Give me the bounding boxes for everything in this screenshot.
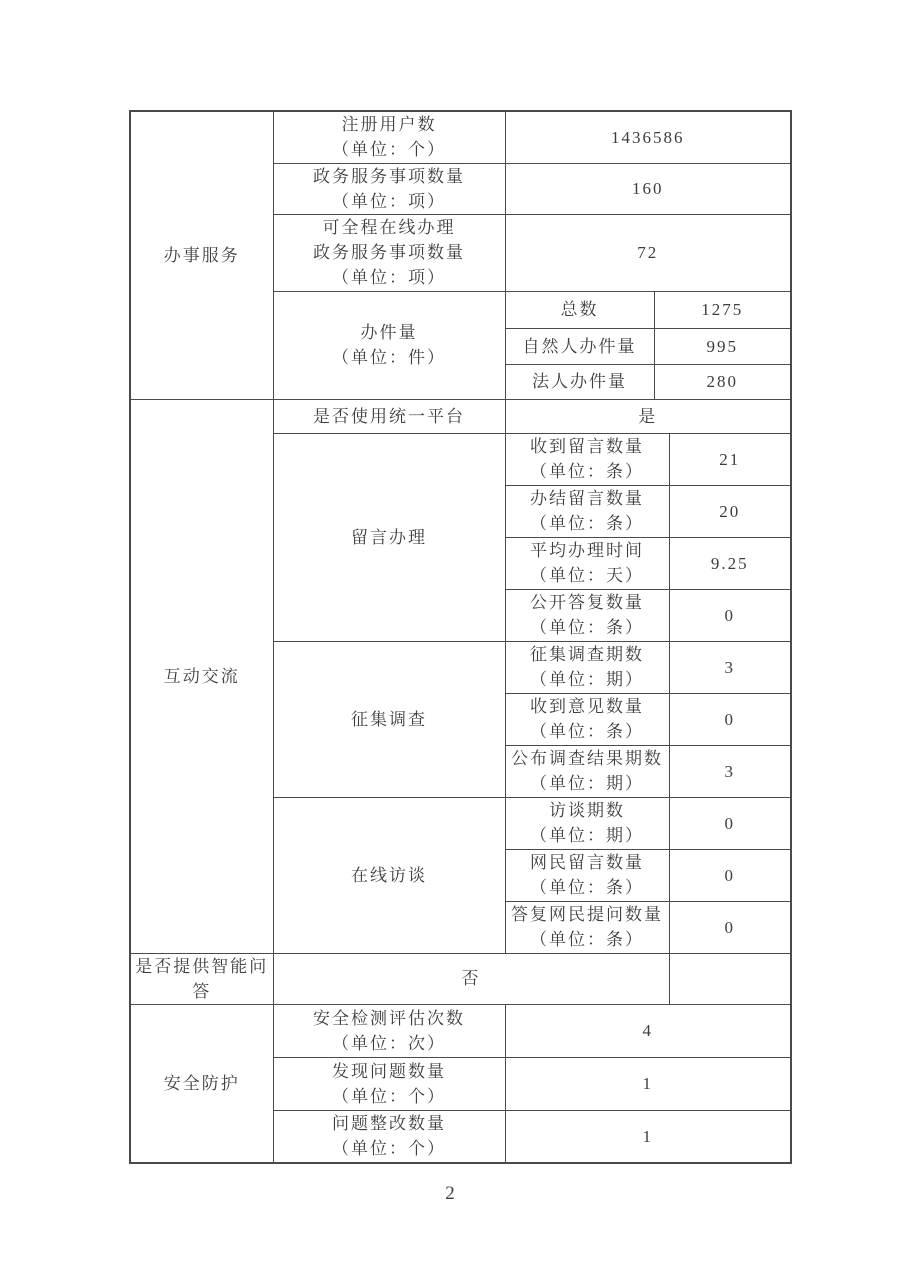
section-label: 办事服务 (163, 245, 240, 265)
item-label-cell (273, 1004, 505, 1057)
sub-item-unit: （单位：期） (530, 826, 644, 845)
table-row (130, 1004, 791, 1057)
table-row (130, 111, 791, 163)
section-label: 安全防护 (163, 1073, 240, 1093)
item-unit: （单位：个） (332, 1086, 446, 1106)
sub-item-label: 征集调查期数 (530, 645, 644, 664)
value-cell: 72 (505, 214, 791, 291)
sub-item-label-cell: 自然人办件量 (505, 328, 654, 364)
sub-item-label: 答复网民提问数量 (511, 905, 663, 924)
section-cell-interaction (130, 399, 273, 953)
item-label: 政务服务事项数量 (313, 243, 465, 262)
table-row (130, 953, 791, 1004)
item-label-cell (273, 163, 505, 214)
value-cell: 4 (505, 1004, 791, 1057)
sub-item-unit: （单位：期） (530, 774, 644, 793)
table-row (130, 399, 791, 433)
sub-item-label-cell (505, 485, 669, 537)
section-cell-security (130, 1004, 273, 1163)
item-label: 安全检测评估次数 (313, 1008, 465, 1028)
item-label-cell (273, 291, 505, 399)
sub-item-unit: （单位：期） (530, 670, 644, 689)
value-cell: 1275 (654, 291, 791, 328)
sub-item-label: 网民留言数量 (530, 853, 644, 872)
item-unit: （单位：项） (332, 191, 446, 211)
value-cell: 1 (505, 1057, 791, 1110)
value-cell: 20 (669, 485, 791, 537)
item-label-cell (273, 111, 505, 163)
value-cell: 0 (669, 589, 791, 641)
item-unit: （单位：个） (332, 140, 446, 160)
sub-item-label-cell (505, 589, 669, 641)
value-cell: 9.25 (669, 537, 791, 589)
sub-item-label-cell (505, 745, 669, 797)
item-label: 政务服务事项数量 (313, 166, 465, 186)
sub-item-label: 收到意见数量 (530, 697, 644, 716)
sub-item-label-cell (505, 849, 669, 901)
value-cell: 1436586 (505, 111, 791, 163)
page-number: 2 (445, 1183, 455, 1204)
item-label-cell: 留言办理 (273, 433, 505, 641)
sub-item-label: 公布调查结果期数 (511, 749, 663, 768)
item-unit: （单位：项） (332, 268, 446, 287)
item-label-cell: 在线访谈 (273, 797, 505, 953)
sub-item-label: 公开答复数量 (530, 593, 644, 612)
sub-item-unit: （单位：条） (530, 618, 644, 637)
value-cell: 否 (273, 953, 669, 1004)
sub-item-unit: （单位：条） (530, 722, 644, 741)
sub-item-label-cell: 法人办件量 (505, 364, 654, 399)
sub-item-unit: （单位：条） (530, 878, 644, 897)
item-label: 问题整改数量 (332, 1114, 446, 1134)
item-unit: （单位：件） (332, 348, 446, 367)
item-label: 办件量 (360, 323, 418, 342)
value-cell: 160 (505, 163, 791, 214)
value-cell: 0 (669, 693, 791, 745)
sub-item-label: 平均办理时间 (530, 541, 644, 560)
value-cell: 3 (669, 641, 791, 693)
sub-item-unit: （单位：条） (530, 930, 644, 949)
item-label-cell (273, 214, 505, 291)
value-cell: 995 (654, 328, 791, 364)
sub-item-unit: （单位：天） (530, 566, 644, 585)
sub-item-label-cell (505, 537, 669, 589)
value-cell: 0 (669, 901, 791, 953)
sub-item-label: 访谈期数 (549, 801, 625, 820)
value-cell: 0 (669, 797, 791, 849)
value-cell: 1 (505, 1110, 791, 1163)
sub-item-label-cell: 总数 (505, 291, 654, 328)
sub-item-label-cell (505, 433, 669, 485)
item-label: 注册用户数 (341, 115, 437, 135)
item-label-cell: 是否提供智能问答 (130, 953, 273, 1004)
item-label-cell (273, 1057, 505, 1110)
item-label: 可全程在线办理 (322, 218, 456, 237)
item-label-cell (273, 1110, 505, 1163)
sub-item-label-cell (505, 797, 669, 849)
value-cell: 是 (505, 399, 791, 433)
sub-item-label: 收到留言数量 (530, 437, 644, 456)
value-cell: 280 (654, 364, 791, 399)
item-label: 发现问题数量 (332, 1061, 446, 1081)
item-unit: （单位：个） (332, 1139, 446, 1159)
sub-item-label-cell (505, 901, 669, 953)
value-cell: 3 (669, 745, 791, 797)
annual-report-table (129, 110, 792, 1164)
sub-item-label-cell (505, 641, 669, 693)
sub-item-unit: （单位：条） (530, 462, 644, 481)
sub-item-label: 办结留言数量 (530, 489, 644, 508)
sub-item-unit: （单位：条） (530, 514, 644, 533)
section-label: 互动交流 (163, 666, 240, 686)
section-cell-service (130, 111, 273, 399)
sub-item-label-cell (505, 693, 669, 745)
item-label-cell: 征集调查 (273, 641, 505, 797)
value-cell: 21 (669, 433, 791, 485)
value-cell: 0 (669, 849, 791, 901)
item-unit: （单位：次） (332, 1033, 446, 1053)
item-label-cell: 是否使用统一平台 (273, 399, 505, 433)
